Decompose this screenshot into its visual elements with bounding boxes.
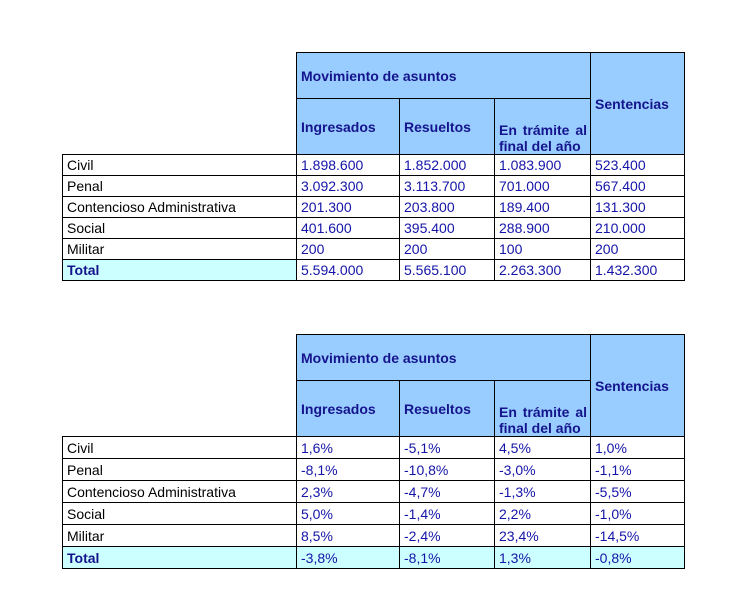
cell-en-tramite: 2,2% bbox=[495, 503, 591, 525]
cell-en-tramite: 1.083.900 bbox=[495, 155, 591, 176]
row-label: Social bbox=[63, 503, 297, 525]
cell-ingresados: 2,3% bbox=[297, 481, 400, 503]
cell-resueltos: 3.113.700 bbox=[400, 176, 495, 197]
table-row bbox=[63, 503, 685, 525]
row-label: Militar bbox=[63, 239, 297, 260]
group-header: Movimiento de asuntos bbox=[297, 53, 591, 99]
col-header-sentencias: Sentencias bbox=[591, 53, 685, 155]
table-row bbox=[63, 155, 685, 176]
total-row bbox=[63, 260, 685, 281]
absolute-values-table bbox=[62, 52, 685, 281]
cell-en-tramite: -3,0% bbox=[495, 459, 591, 481]
cell-en-tramite: 23,4% bbox=[495, 525, 591, 547]
row-label: Social bbox=[63, 218, 297, 239]
cell-en-tramite: -1,3% bbox=[495, 481, 591, 503]
corner-blank bbox=[63, 335, 297, 437]
corner-blank bbox=[63, 53, 297, 155]
table-row bbox=[63, 176, 685, 197]
cell-resueltos: -2,4% bbox=[400, 525, 495, 547]
table-row bbox=[63, 239, 685, 260]
row-label: Contencioso Administrativa bbox=[63, 197, 297, 218]
cell-sentencias: 567.400 bbox=[591, 176, 685, 197]
cell-ingresados: -8,1% bbox=[297, 459, 400, 481]
table-row bbox=[63, 218, 685, 239]
total-row bbox=[63, 547, 685, 569]
cell-resueltos: -4,7% bbox=[400, 481, 495, 503]
total-en-tramite: 2.263.300 bbox=[495, 260, 591, 281]
cell-ingresados: 5,0% bbox=[297, 503, 400, 525]
cell-resueltos: -1,4% bbox=[400, 503, 495, 525]
row-label: Penal bbox=[63, 176, 297, 197]
row-label: Civil bbox=[63, 155, 297, 176]
cell-resueltos: -5,1% bbox=[400, 437, 495, 459]
cell-resueltos: -10,8% bbox=[400, 459, 495, 481]
cell-en-tramite: 189.400 bbox=[495, 197, 591, 218]
cell-ingresados: 1,6% bbox=[297, 437, 400, 459]
cell-en-tramite: 100 bbox=[495, 239, 591, 260]
cell-en-tramite: 4,5% bbox=[495, 437, 591, 459]
group-header: Movimiento de asuntos bbox=[297, 335, 591, 381]
cell-sentencias: 131.300 bbox=[591, 197, 685, 218]
cell-ingresados: 3.092.300 bbox=[297, 176, 400, 197]
cell-resueltos: 200 bbox=[400, 239, 495, 260]
total-resueltos: 5.565.100 bbox=[400, 260, 495, 281]
row-label: Contencioso Administrativa bbox=[63, 481, 297, 503]
col-header-resueltos: Resueltos bbox=[400, 381, 495, 437]
col-header-resueltos: Resueltos bbox=[400, 99, 495, 155]
table-row bbox=[63, 437, 685, 459]
total-sentencias: -0,8% bbox=[591, 547, 685, 569]
table-row bbox=[63, 197, 685, 218]
col-header-en-tramite: En trámite al final del año bbox=[495, 381, 591, 437]
cell-ingresados: 401.600 bbox=[297, 218, 400, 239]
cell-sentencias: -1,0% bbox=[591, 503, 685, 525]
table-row bbox=[63, 459, 685, 481]
cell-resueltos: 203.800 bbox=[400, 197, 495, 218]
col-header-sentencias: Sentencias bbox=[591, 335, 685, 437]
cell-en-tramite: 288.900 bbox=[495, 218, 591, 239]
cell-ingresados: 201.300 bbox=[297, 197, 400, 218]
total-label: Total bbox=[63, 260, 297, 281]
row-label: Militar bbox=[63, 525, 297, 547]
cell-sentencias: -5,5% bbox=[591, 481, 685, 503]
row-label: Penal bbox=[63, 459, 297, 481]
cell-ingresados: 8,5% bbox=[297, 525, 400, 547]
cell-resueltos: 395.400 bbox=[400, 218, 495, 239]
total-ingresados: -3,8% bbox=[297, 547, 400, 569]
total-ingresados: 5.594.000 bbox=[297, 260, 400, 281]
cell-resueltos: 1.852.000 bbox=[400, 155, 495, 176]
cell-sentencias: -14,5% bbox=[591, 525, 685, 547]
col-header-en-tramite: En trámite al final del año bbox=[495, 99, 591, 155]
total-label: Total bbox=[63, 547, 297, 569]
total-resueltos: -8,1% bbox=[400, 547, 495, 569]
table-row bbox=[63, 481, 685, 503]
cell-sentencias: 523.400 bbox=[591, 155, 685, 176]
col-header-ingresados: Ingresados bbox=[297, 381, 400, 437]
total-en-tramite: 1,3% bbox=[495, 547, 591, 569]
cell-sentencias: 200 bbox=[591, 239, 685, 260]
cell-sentencias: 1,0% bbox=[591, 437, 685, 459]
percentage-change-table bbox=[62, 334, 685, 569]
cell-sentencias: -1,1% bbox=[591, 459, 685, 481]
cell-ingresados: 200 bbox=[297, 239, 400, 260]
table-row bbox=[63, 525, 685, 547]
row-label: Civil bbox=[63, 437, 297, 459]
cell-ingresados: 1.898.600 bbox=[297, 155, 400, 176]
cell-en-tramite: 701.000 bbox=[495, 176, 591, 197]
total-sentencias: 1.432.300 bbox=[591, 260, 685, 281]
cell-sentencias: 210.000 bbox=[591, 218, 685, 239]
col-header-ingresados: Ingresados bbox=[297, 99, 400, 155]
